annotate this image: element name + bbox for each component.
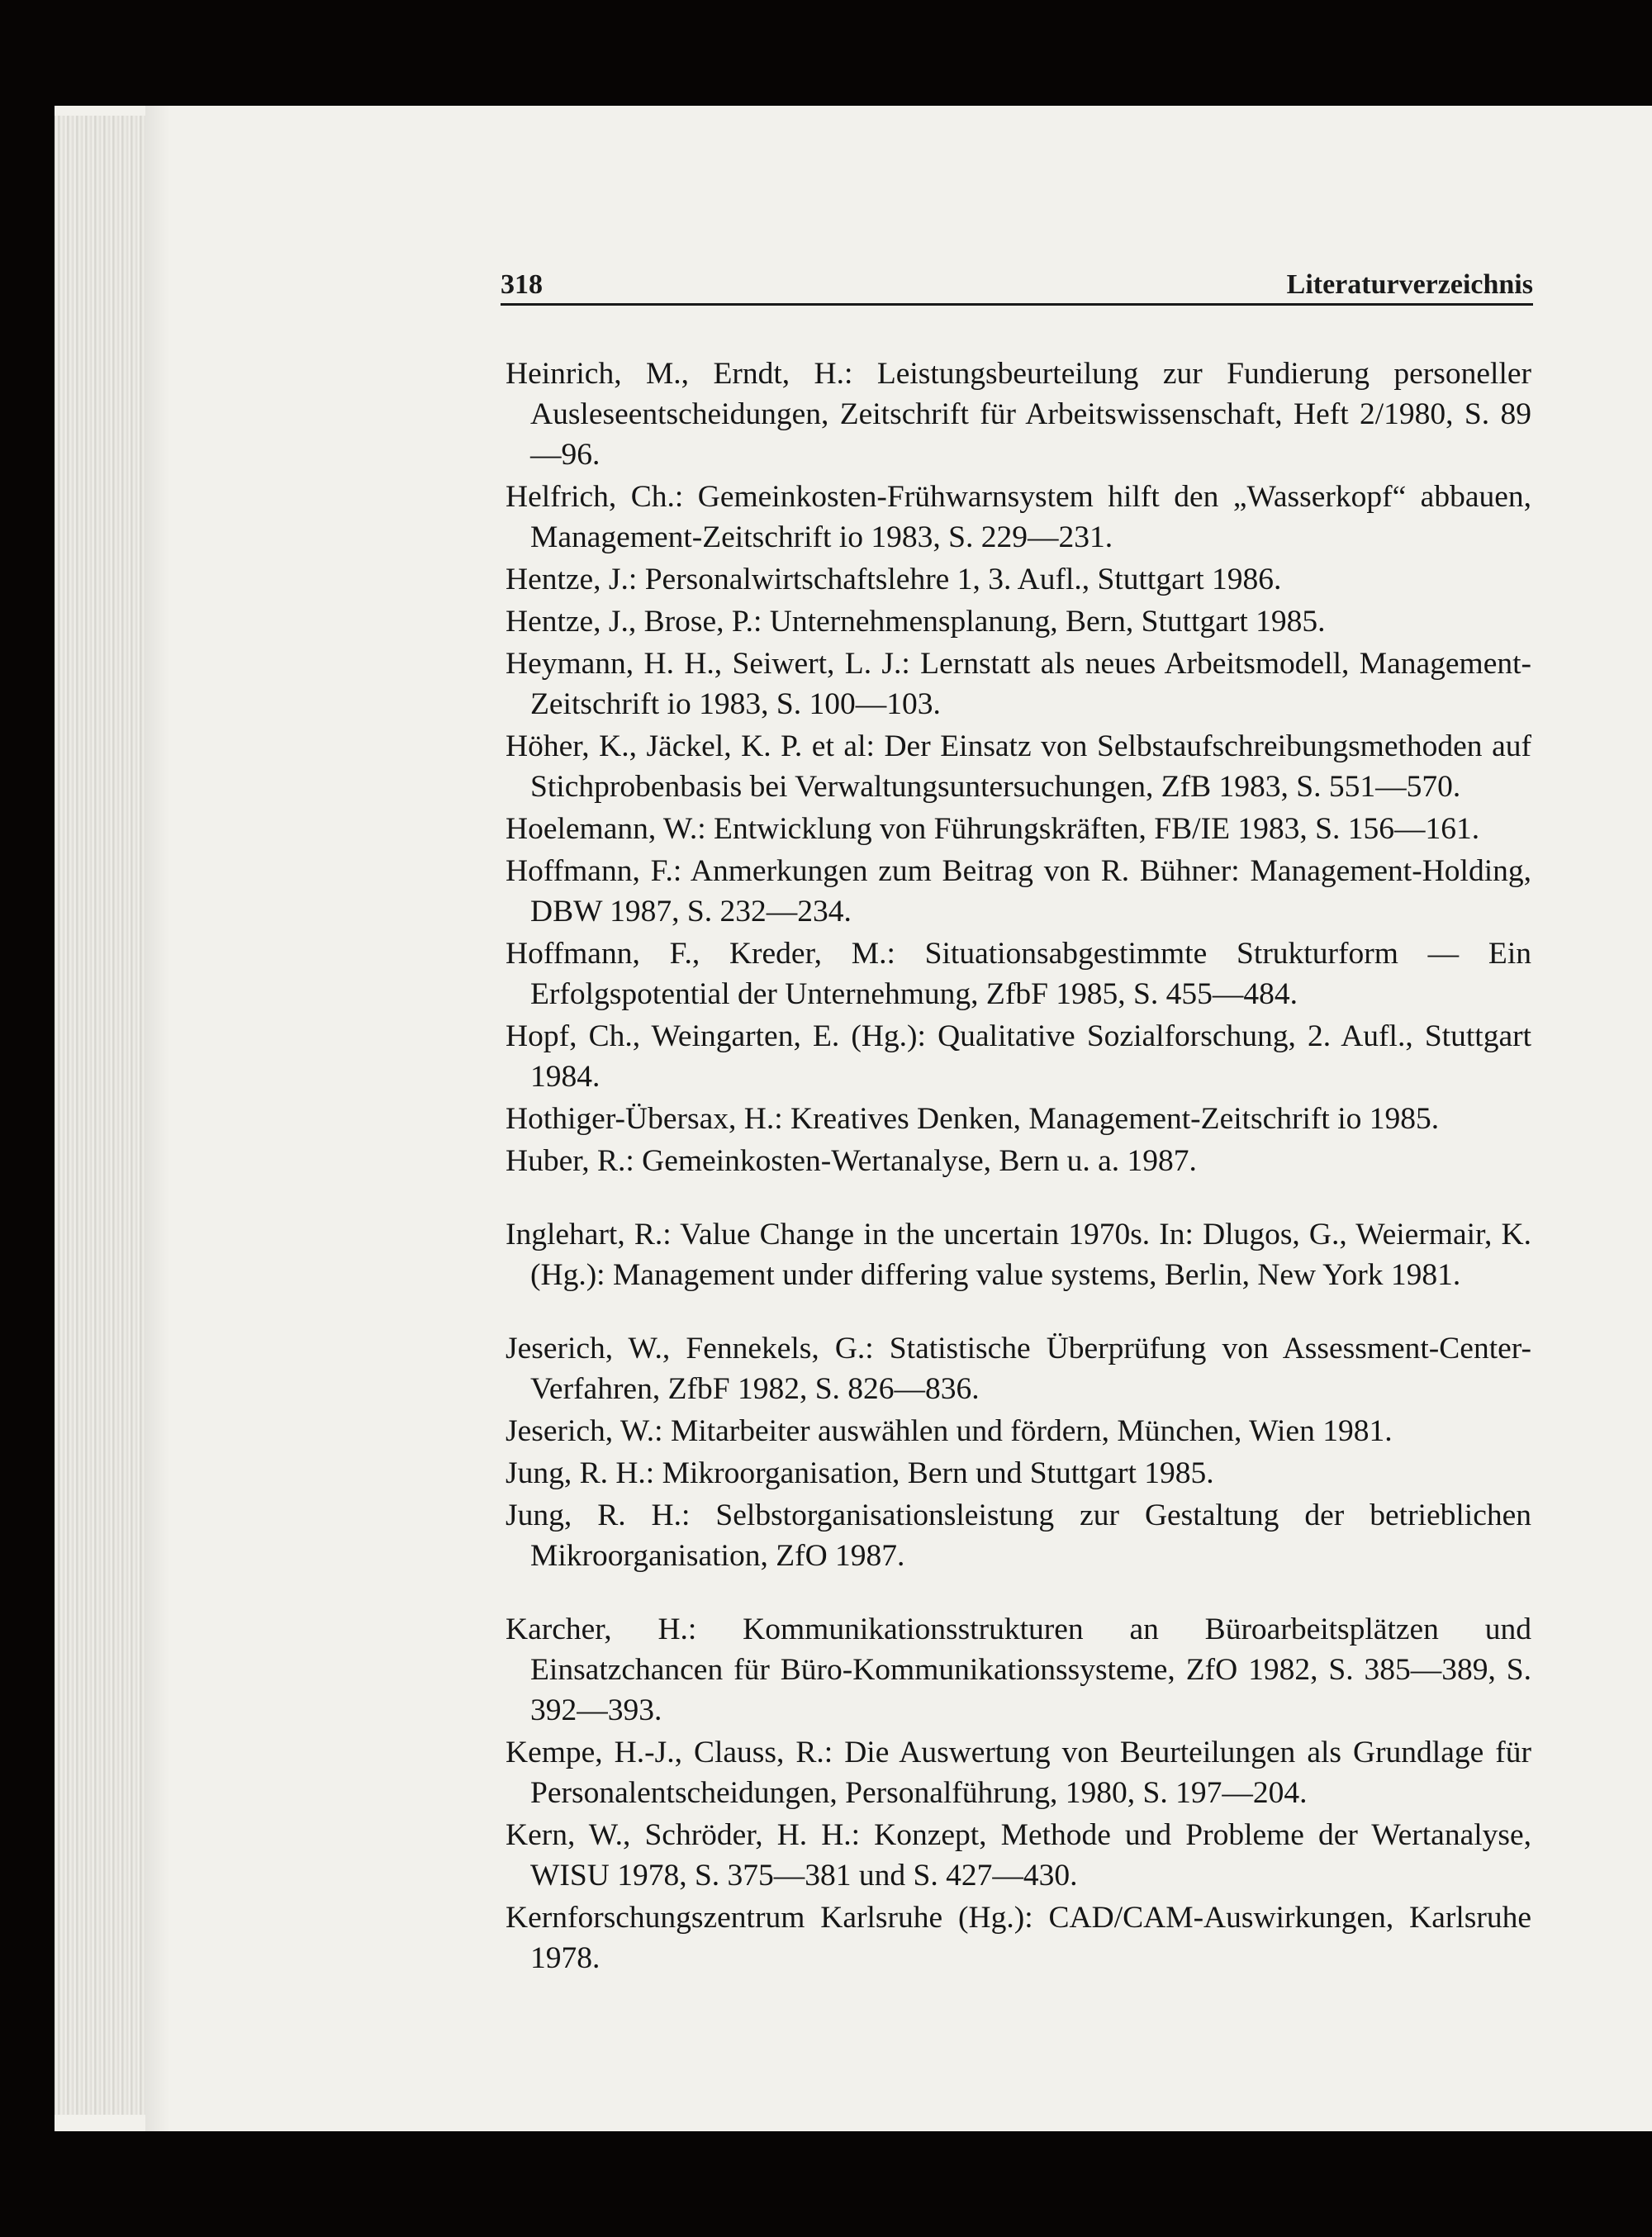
reference-entry: Höher, K., Jäckel, K. P. et al: Der Einsatz von Selbstaufschreibungsmethoden auf Stichprobenbasis bei Verwaltungsuntersuchungen, ZfB 1983, S. 551—570. <box>506 729 1531 804</box>
reference-entry: Inglehart, R.: Value Change in the uncertain 1970s. In: Dlugos, G., Weiermair, K. (Hg.): Management under differing value systems, Berlin, New York 1981. <box>506 1218 1531 1292</box>
page-header <box>501 263 1533 304</box>
running-title: Literaturverzeichnis <box>1286 269 1533 300</box>
reference-entry: Karcher, H.: Kommunikationsstrukturen an Büroarbeitsplätzen und Einsatzchancen für Büro-Kommunikationssysteme, ZfO 1982, S. 385—389, S. 392—393. <box>506 1612 1531 1727</box>
reference-entry: Kempe, H.-J., Clauss, R.: Die Auswertung von Beurteilungen als Grundlage für Personalentscheidungen, Personalführung, 1980, S. 197—204. <box>506 1736 1531 1810</box>
header-rule <box>501 303 1533 306</box>
reference-entry: Jung, R. H.: Selbstorganisationsleistung zur Gestaltung der betrieblichen Mikroorganisation, ZfO 1987. <box>506 1498 1531 1573</box>
reference-entry: Hoffmann, F., Kreder, M.: Situationsabgestimmte Strukturform — Ein Erfolgspotential der Unternehmung, ZfbF 1985, S. 455—484. <box>506 937 1531 1011</box>
reference-entry: Hothiger-Übersax, H.: Kreatives Denken, Management-Zeitschrift io 1985. <box>506 1102 1440 1136</box>
reference-entry: Kern, W., Schröder, H. H.: Konzept, Methode und Probleme der Wertanalyse, WISU 1978, S. 375—381 und S. 427—430. <box>506 1818 1531 1893</box>
reference-entry: Helfrich, Ch.: Gemeinkosten-Frühwarnsystem hilft den „Wasserkopf“ abbauen, Management-Zeitschrift io 1983, S. 229—231. <box>506 480 1531 554</box>
reference-entry: Heinrich, M., Erndt, H.: Leistungsbeurteilung zur Fundierung personeller Ausleseentscheidungen, Zeitschrift für Arbeitswissenschaft, Heft 2/1980, S. 89—96. <box>506 357 1531 472</box>
reference-entry: Kernforschungszentrum Karlsruhe (Hg.): CAD/CAM-Auswirkungen, Karlsruhe 1978. <box>506 1901 1531 1975</box>
page-stack-edges <box>55 116 145 2115</box>
reference-entry: Huber, R.: Gemeinkosten-Wertanalyse, Bern u. a. 1987. <box>506 1144 1197 1178</box>
reference-list <box>506 354 1531 1980</box>
reference-entry: Hoelemann, W.: Entwicklung von Führungskräften, FB/IE 1983, S. 156—161. <box>506 812 1480 846</box>
reference-entry: Jung, R. H.: Mikroorganisation, Bern und Stuttgart 1985. <box>506 1456 1214 1490</box>
reference-entry: Hentze, J.: Personalwirtschaftslehre 1, 3. Aufl., Stuttgart 1986. <box>506 563 1282 596</box>
reference-entry: Jeserich, W., Fennekels, G.: Statistische Überprüfung von Assessment-Center-Verfahren, ZfbF 1982, S. 826—836. <box>506 1332 1531 1406</box>
reference-entry: Hopf, Ch., Weingarten, E. (Hg.): Qualitative Sozialforschung, 2. Aufl., Stuttgart 1984. <box>506 1019 1531 1094</box>
reference-entry: Hentze, J., Brose, P.: Unternehmensplanung, Bern, Stuttgart 1985. <box>506 605 1326 639</box>
reference-entry: Heymann, H. H., Seiwert, L. J.: Lernstatt als neues Arbeitsmodell, Management-Zeitschrift io 1983, S. 100—103. <box>506 647 1531 721</box>
page-number: 318 <box>501 269 543 300</box>
gutter-shadow <box>145 106 170 2131</box>
reference-entry: Jeserich, W.: Mitarbeiter auswählen und fördern, München, Wien 1981. <box>506 1414 1393 1448</box>
reference-entry: Hoffmann, F.: Anmerkungen zum Beitrag von R. Bühner: Management-Holding, DBW 1987, S. 232—234. <box>506 854 1531 929</box>
